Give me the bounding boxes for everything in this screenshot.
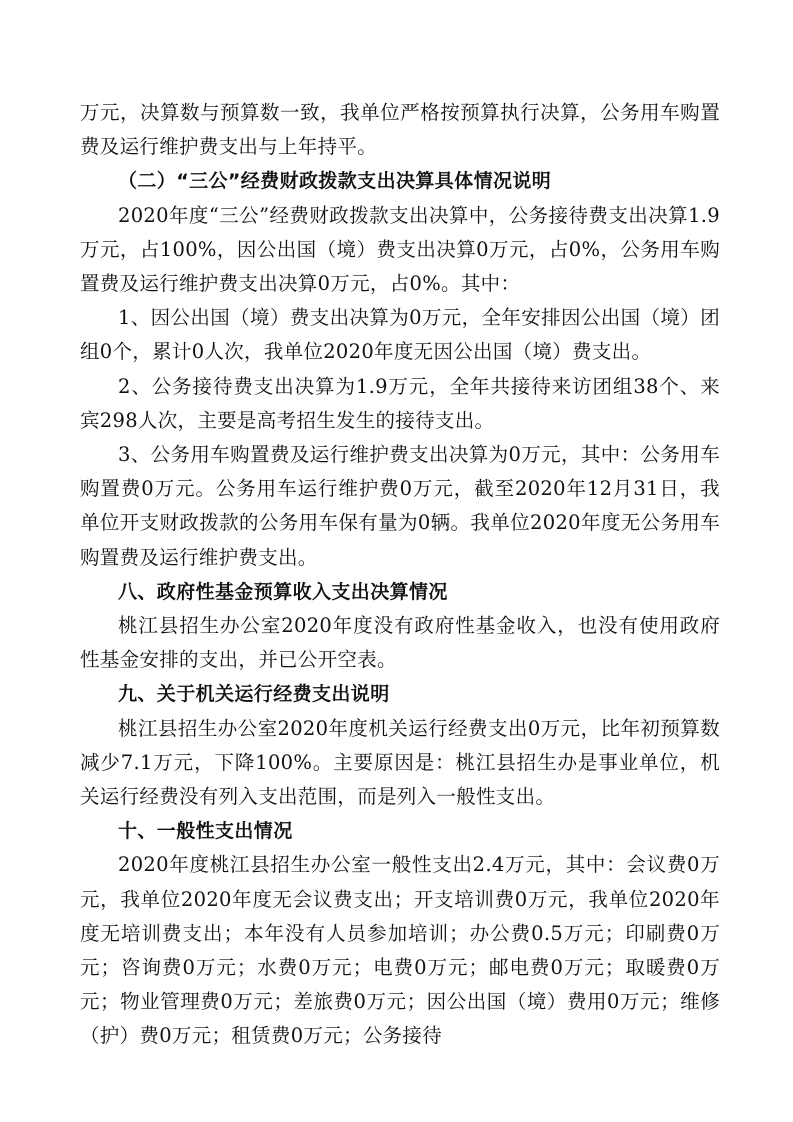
section-heading-operating-expense: 九、关于机关运行经费支出说明 <box>118 683 390 706</box>
section-heading-government-fund: 八、政府性基金预算收入支出决算情况 <box>118 580 448 603</box>
section-heading-general-expense: 十、一般性支出情况 <box>118 820 293 843</box>
paragraph-operating-expense: 桃江县招生办公室2020年度机关运行经费支出0万元，比年初预算数减少7.1万元，下降100%。主要原因是：桃江县招生办是事业单位，机关运行经费没有列入支出范围，而是列入一般性支出。 <box>80 716 720 809</box>
paragraph-reception-expense: 2、公务接待费支出决算为1.9万元，全年共接待来访团组38个、来宾298人次，主要是高考招生发生的接待支出。 <box>80 374 720 432</box>
section-heading-sangong-details: （二）“三公”经费财政拨款支出决算具体情况说明 <box>118 170 552 193</box>
paragraph-continued: 万元，决算数与预算数一致，我单位严格按预算执行决算，公务用车购置费及运行维护费支出与上年持平。 <box>80 101 720 159</box>
paragraph-government-fund: 桃江县招生办公室2020年度没有政府性基金收入，也没有使用政府性基金安排的支出，并已公开空表。 <box>80 614 720 672</box>
paragraph-overseas-expense: 1、因公出国（境）费支出决算为0万元，全年安排因公出国（境）团组0个，累计0人次，我单位2020年度无因公出国（境）费支出。 <box>80 306 720 364</box>
document-page <box>80 96 720 1054</box>
paragraph-sangong-summary: 2020年度“三公”经费财政拨款支出决算中，公务接待费支出决算1.9万元，占100%，因公出国（境）费支出决算0万元，占0%，公务用车购置费及运行维护费支出决算0万元，占0%。其中： <box>80 203 720 296</box>
paragraph-vehicle-expense: 3、公务用车购置费及运行维护费支出决算为0万元，其中：公务用车购置费0万元。公务用车运行维护费0万元，截至2020年12月31日，我单位开支财政拨款的公务用车保有量为0辆。我单位2020年度无公务用车购置费及运行维护费支出。 <box>80 443 720 569</box>
paragraph-general-expense: 2020年度桃江县招生办公室一般性支出2.4万元，其中：会议费0万元，我单位2020年度无会议费支出；开支培训费0万元，我单位2020年度无培训费支出；本年没有人员参加培训；办公费0.5万元；印刷费0万元；咨询费0万元；水费0万元；电费0万元；邮电费0万元；取暖费0万元；物业管理费0万元；差旅费0万元；因公出国（境）费用0万元；维修（护）费0万元；租赁费0万元；公务接待 <box>80 853 720 1048</box>
